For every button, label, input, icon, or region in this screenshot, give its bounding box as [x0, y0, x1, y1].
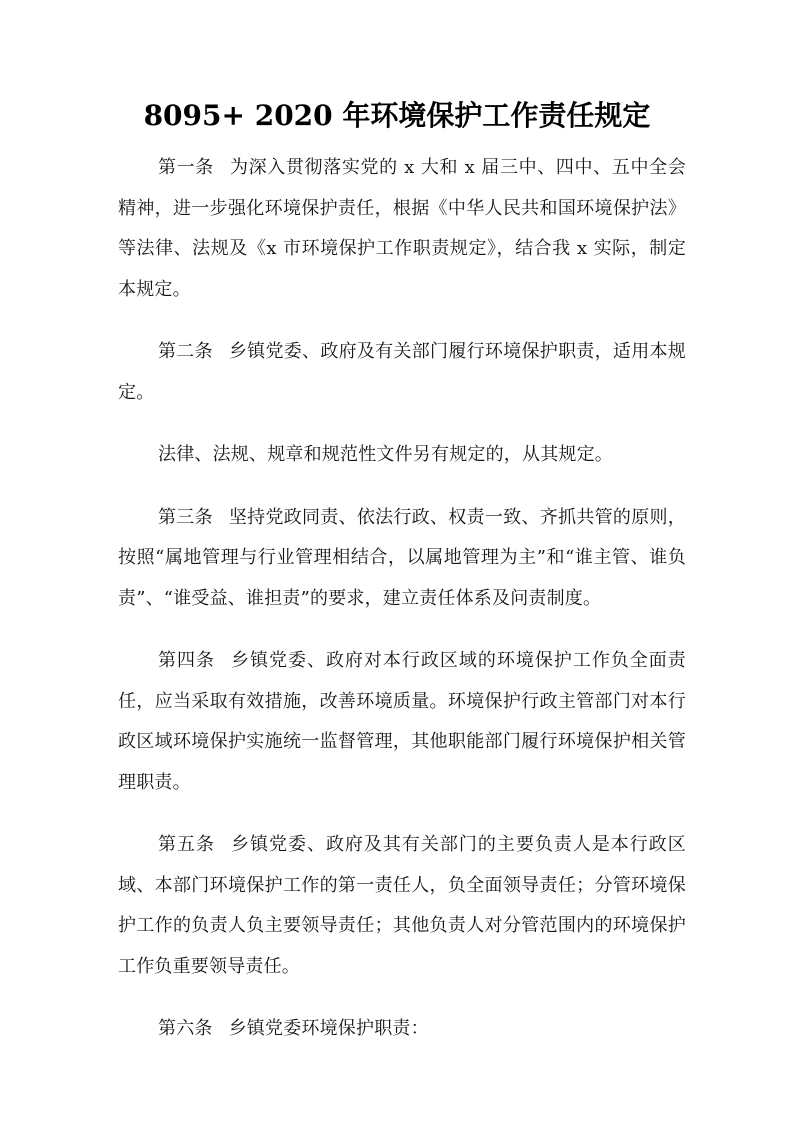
paragraph-text: 乡镇党委、政府及有关部门履行环境保护职责，适用本规定。	[118, 341, 686, 403]
article-number: 第三条	[158, 506, 213, 528]
article-number: 第一条	[158, 157, 214, 178]
paragraph-text: 乡镇党委、政府及其有关部门的主要负责人是本行政区域、本部门环境保护工作的第一责任人，负全面领导责任；分管环境保护工作的负责人负主要领导责任；其他负责人对分管范围内的环境保护工作负重要领导责任。	[118, 834, 686, 977]
paragraph-article-1	[118, 148, 686, 310]
paragraph-text: 乡镇党委环境保护职责：	[228, 1018, 429, 1039]
paragraph-text: 乡镇党委、政府对本行政区域的环境保护工作负全面责任，应当采取有效措施，改善环境质量。环境保护行政主管部门对本行政区域环境保护实施统一监督管理，其他职能部门履行环境保护相关管理职责。	[118, 650, 686, 793]
paragraph-text: 坚持党政同责、依法行政、权责一致、齐抓共管的原则，按照“属地管理与行业管理相结合，以属地管理为主”和“谁主管、谁负责”、“谁受益、谁担责”的要求，建立责任体系及问责制度。	[118, 506, 686, 609]
document-title: 8095+ 2020 年环境保护工作责任规定	[143, 99, 651, 132]
paragraph-article-3	[118, 498, 686, 620]
paragraph-article-2	[118, 332, 686, 413]
paragraph-article-4	[118, 641, 686, 803]
paragraph-article-6	[118, 1009, 686, 1050]
paragraph-article-5	[118, 825, 686, 987]
paragraph-text: 为深入贯彻落实党的 x 大和 x 届三中、四中、五中全会精神，进一步强化环境保护责任，根据《中华人民共和国环境保护法》等法律、法规及《x 市环境保护工作职责规定》，结合我 x 实际，制定本规定。	[118, 157, 686, 300]
article-number: 第二条	[158, 341, 213, 362]
paragraph-text: 法律、法规、规章和规范性文件另有规定的，从其规定。	[158, 444, 613, 465]
article-number: 第四条	[158, 650, 215, 671]
article-number: 第六条	[158, 1018, 213, 1039]
article-number: 第五条	[158, 834, 215, 855]
document-body	[118, 148, 686, 1072]
paragraph-article-2-note	[118, 435, 686, 476]
